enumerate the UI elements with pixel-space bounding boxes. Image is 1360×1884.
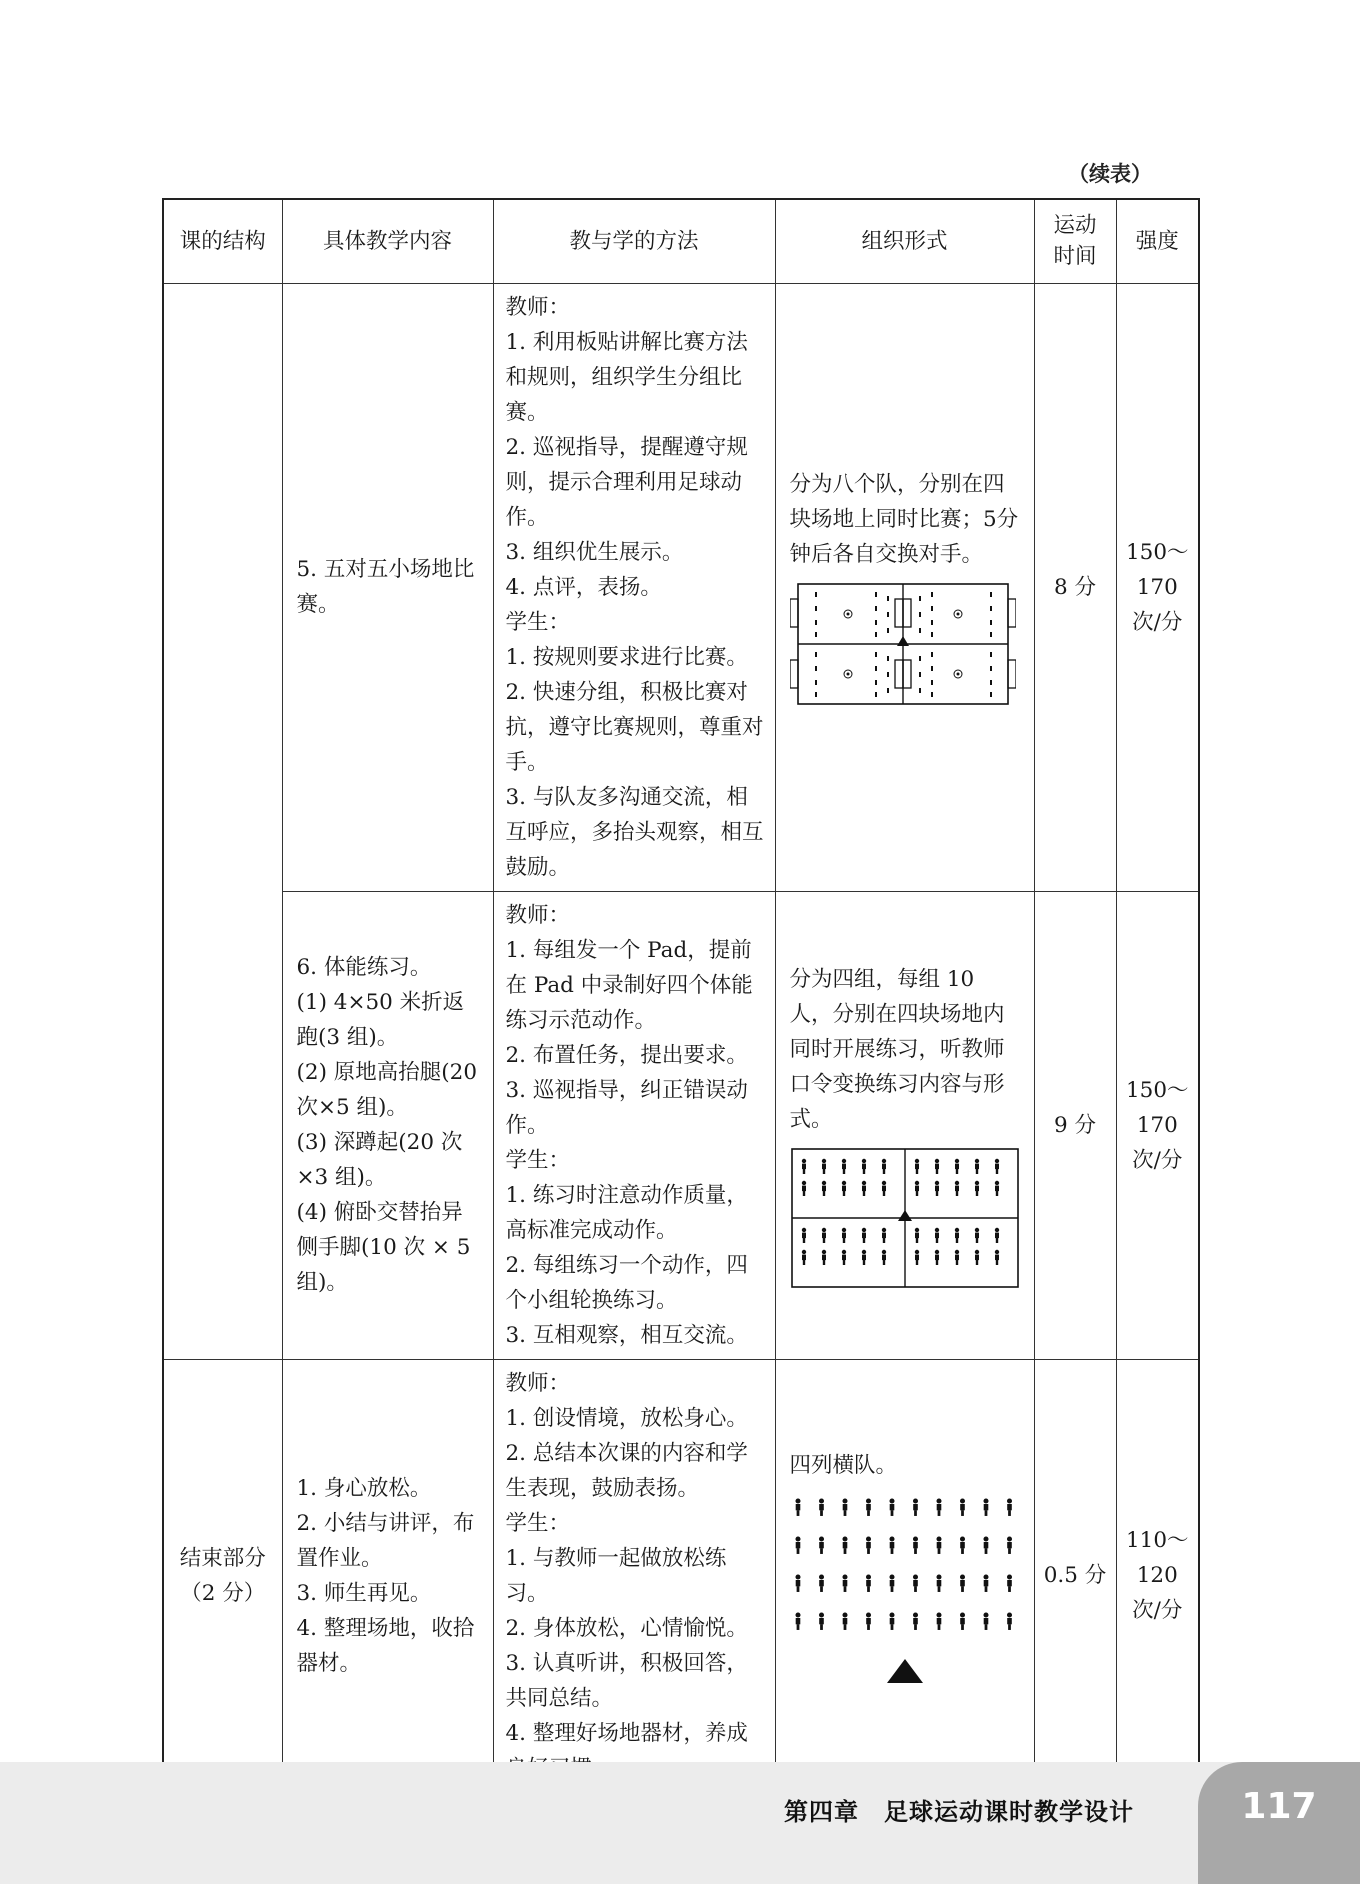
student-figure [983,1536,988,1553]
student-figure [912,1498,917,1515]
method-cell [493,1359,775,1793]
student-figure [983,1498,988,1515]
student-figure [881,1227,885,1242]
intensity-line: 次/分 [1132,1598,1183,1623]
student-figure [936,1498,941,1515]
content-line: 3. 师生再见。 [296,1580,432,1606]
header-structure: 课的结构 [163,199,282,283]
student-figure [994,1158,998,1173]
method-line: 2. 布置任务，提出要求。 [505,1042,748,1068]
student-figure [795,1612,800,1629]
field-diagram-match [790,582,1016,708]
student-figure [821,1227,825,1242]
student-figure [936,1536,941,1553]
method-line: 2. 总结本次课的内容和学生表现，鼓励表扬。 [505,1440,748,1501]
student-figure [818,1536,823,1553]
time-cell: 0.5 分 [1034,1359,1116,1793]
intensity-cell [1116,283,1199,891]
organization-text: 分为四组，每组 10 人，分别在四块场地内同时开展练习，听教师口令变换练习内容与形式。 [789,966,1005,1132]
content-line: (2) 原地高抬腿(20 次×5 组)。 [296,1060,478,1120]
student-figure [881,1180,885,1195]
student-figure [861,1249,865,1264]
student-figure [983,1612,988,1629]
student-figure [912,1574,917,1591]
student-figure [974,1227,978,1242]
student-figure [954,1227,958,1242]
student-figure [842,1612,847,1629]
content-line: 2. 小结与讲评，布置作业。 [296,1510,475,1571]
content-cell [282,891,493,1359]
header-time: 运动时间 [1034,199,1116,283]
student-figure [914,1227,918,1242]
student-figure [842,1536,847,1553]
student-figure [1006,1498,1011,1515]
method-line: 1. 与教师一起做放松练习。 [505,1545,727,1606]
method-cell [493,891,775,1359]
student-figure [959,1612,964,1629]
intensity-cell [1116,891,1199,1359]
method-line: 3. 组织优生展示。 [505,539,684,565]
student-figure [959,1536,964,1553]
method-line: 1. 创设情境，放松身心。 [505,1405,748,1431]
method-line: 4. 点评，表扬。 [505,574,662,600]
student-figure [818,1498,823,1515]
header-content: 具体教学内容 [282,199,493,283]
student-figure [795,1574,800,1591]
organization-cell [775,283,1034,891]
intensity-cell [1116,1359,1199,1793]
student-figure [914,1249,918,1264]
student-figure [821,1249,825,1264]
student-figure [959,1574,964,1591]
student-figure [954,1180,958,1195]
student-figure [842,1498,847,1515]
student-figure [974,1180,978,1195]
intensity-line: 170 [1136,574,1178,600]
student-figure [861,1158,865,1173]
intensity-line: 次/分 [1132,609,1183,635]
student-figure [795,1498,800,1515]
student-figure [934,1249,938,1264]
intensity-line: 170 [1136,1112,1178,1138]
structure-line: 结束部分 [179,1545,266,1571]
student-figure [934,1180,938,1195]
student-figure [889,1498,894,1515]
student-figure [974,1158,978,1173]
student-figure [865,1498,870,1515]
method-line: 学生： [505,1147,571,1173]
header-organization: 组织形式 [775,199,1034,283]
content-line: 6. 体能练习。 [296,955,432,980]
student-figure [861,1227,865,1242]
student-figure [994,1180,998,1195]
student-figure [801,1227,805,1242]
student-figure [994,1227,998,1242]
header-row [163,199,1199,283]
organization-text: 分为八个队，分别在四块场地上同时比赛；5分钟后各自交换对手。 [789,471,1019,567]
student-figure [801,1249,805,1264]
content-line: (4) 俯卧交替抬异侧手脚(10 次 × 5 组)。 [296,1200,471,1295]
student-figure [841,1249,845,1264]
method-line: 教师： [505,902,571,928]
student-figure [881,1158,885,1173]
method-line: 3. 巡视指导，纠正错误动作。 [505,1077,748,1138]
content-line: (3) 深蹲起(20 次×3 组)。 [296,1130,463,1190]
content-line: 1. 身心放松。 [296,1475,432,1501]
table-row [163,1359,1199,1793]
table-row [163,891,1199,1359]
student-figure [934,1227,938,1242]
student-figure [841,1158,845,1173]
student-figure [959,1498,964,1515]
method-cell [493,283,775,891]
header-method: 教与学的方法 [493,199,775,283]
content-line: (1) 4×50 米折返跑(3 组)。 [296,990,465,1050]
student-figure [974,1249,978,1264]
student-figure [795,1536,800,1553]
intensity-line: 次/分 [1132,1147,1183,1173]
organization-text: 四列横队。 [789,1453,898,1478]
student-figure [936,1574,941,1591]
page-number: 117 [1241,1786,1317,1827]
method-line: 2. 巡视指导，提醒遵守规则，提示合理利用足球动作。 [505,434,748,530]
method-line: 3. 与队友多沟通交流，相互呼应，多抬头观察，相互鼓励。 [505,784,764,880]
student-figure [954,1158,958,1173]
student-figure [821,1180,825,1195]
continued-label: （续表） [1068,162,1152,186]
method-line: 学生： [505,1510,571,1536]
time-cell: 8 分 [1034,283,1116,891]
student-figure [1006,1612,1011,1629]
method-line: 教师： [505,1370,571,1396]
student-figure [889,1536,894,1553]
structure-cell-main [163,283,282,1359]
student-figure [1006,1536,1011,1553]
student-figure [954,1249,958,1264]
time-cell: 9 分 [1034,891,1116,1359]
formation-diagram [790,1493,1020,1703]
organization-cell [775,1359,1034,1793]
student-figure [912,1612,917,1629]
student-figure [801,1180,805,1195]
student-figure [865,1612,870,1629]
method-line: 4. 整理好场地器材，养成 [505,1720,748,1746]
method-line: 3. 认真听讲，积极回答，共同总结。 [505,1650,748,1711]
student-figure [936,1612,941,1629]
intensity-line: 150～ [1125,539,1189,565]
chapter-title: 第四章 足球运动课时教学设计 [784,1798,1134,1826]
student-figure [818,1574,823,1591]
table-row [163,283,1199,891]
footer-band [0,1762,1360,1884]
method-line: 学生： [505,609,571,635]
student-figure [889,1574,894,1591]
method-line: 2. 快速分组，积极比赛对抗，遵守比赛规则，尊重对手。 [505,679,764,775]
intensity-line: 120 [1136,1563,1178,1588]
student-figure [865,1536,870,1553]
student-figure [889,1612,894,1629]
structure-line: （2 分） [180,1580,266,1606]
method-line: 2. 每组练习一个动作，四个小组轮换练习。 [505,1252,748,1313]
student-figure [912,1536,917,1553]
student-figure [983,1574,988,1591]
method-line: 1. 按规则要求进行比赛。 [505,644,748,670]
content-cell: 5. 五对五小场地比赛。 [282,283,493,891]
student-figure [865,1574,870,1591]
method-line: 1. 利用板贴讲解比赛方法和规则，组织学生分组比赛。 [505,329,748,425]
student-figure [841,1227,845,1242]
content-cell [282,1359,493,1793]
student-figure [861,1180,865,1195]
structure-cell [163,1359,282,1793]
method-line: 1. 每组发一个 Pad，提前在 Pad 中录制好四个体能练习示范动作。 [505,937,753,1033]
content-line: 4. 整理场地，收拾器材。 [296,1615,475,1676]
method-line: 3. 互相观察，相互交流。 [505,1322,748,1348]
student-figure [842,1574,847,1591]
intensity-line: 150～ [1125,1077,1189,1103]
student-figure [914,1180,918,1195]
method-line: 1. 练习时注意动作质量，高标准完成动作。 [505,1182,748,1243]
student-figure [821,1158,825,1173]
student-figure [801,1158,805,1173]
student-figure [914,1158,918,1173]
student-figure [818,1612,823,1629]
method-line: 2. 身体放松，心情愉悦。 [505,1615,748,1641]
lesson-plan-table [162,198,1200,1794]
header-intensity: 强度 [1116,199,1199,283]
intensity-line: 110～ [1125,1528,1189,1553]
student-figure [1006,1574,1011,1591]
student-figure [934,1158,938,1173]
field-diagram-groups [790,1147,1020,1289]
student-figure [994,1249,998,1264]
student-figure [881,1249,885,1264]
method-line: 教师： [505,294,571,320]
organization-cell [775,891,1034,1359]
student-figure [841,1180,845,1195]
